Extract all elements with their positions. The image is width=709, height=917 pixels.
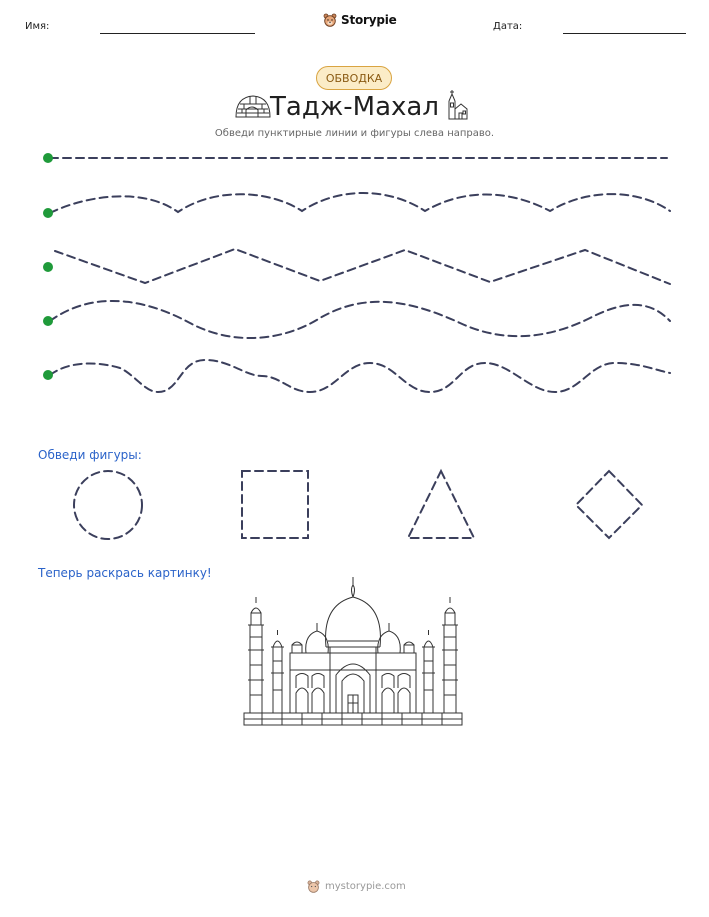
trace-line-gentle-wave[interactable] <box>50 193 670 213</box>
start-dot <box>43 370 53 380</box>
trace-square[interactable] <box>242 471 308 538</box>
tracing-badge: ОБВОДКА <box>316 66 392 90</box>
footer <box>307 880 406 893</box>
start-dot <box>43 262 53 272</box>
start-dot <box>43 208 53 218</box>
trace-line-deep-wave[interactable] <box>50 360 670 392</box>
tracing-lines <box>0 0 709 400</box>
shapes-section-label: Обведи фигуры: <box>38 448 142 462</box>
start-dot <box>43 316 53 326</box>
footer-site: mystorypie.com <box>325 881 406 892</box>
trace-circle[interactable] <box>74 471 142 539</box>
name-label: Имя: <box>25 21 50 32</box>
date-label: Дата: <box>493 21 523 32</box>
brand-name: Storypie <box>341 13 397 27</box>
coloring-section-label: Теперь раскрась картинку! <box>38 566 212 580</box>
trace-line-zigzag[interactable] <box>55 249 670 284</box>
page-title: Тадж-Махал <box>270 92 439 122</box>
start-dot <box>43 153 53 163</box>
trace-line-sine-wave[interactable] <box>50 301 670 338</box>
trace-triangle[interactable] <box>408 471 474 538</box>
bear-mascot-icon <box>307 880 320 893</box>
tracing-shapes <box>0 460 709 550</box>
taj-mahal-coloring-picture[interactable] <box>242 575 464 727</box>
trace-diamond[interactable] <box>576 471 642 538</box>
instructions-text: Обведи пунктирные линии и фигуры слева направо. <box>214 128 495 139</box>
